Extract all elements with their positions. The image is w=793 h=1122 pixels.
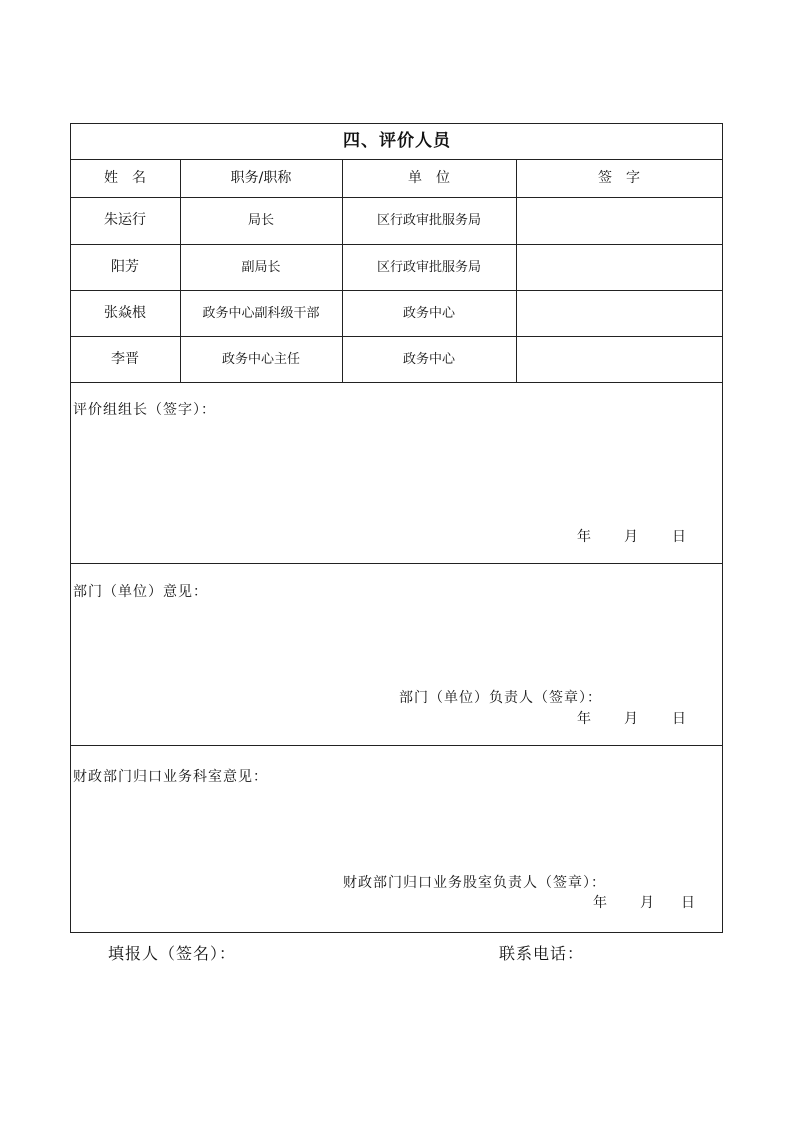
member-position: 政务中心副科级干部 [202,306,320,321]
divider [70,563,723,564]
date-month: 月 [640,895,654,911]
divider [70,197,723,198]
member-position: 政务中心主任 [221,352,301,367]
divider [70,745,723,746]
contact-phone-label: 联系电话： [499,944,585,963]
date-month: 月 [624,529,638,545]
filler-signature-label: 填报人（签名）： [108,944,237,963]
member-unit: 政务中心 [402,306,456,321]
member-unit: 政务中心 [402,352,456,367]
header-position: 职务/职称 [230,170,292,186]
finance-head-signature-label: 财政部门归口业务股室负责人（签章）： [343,875,606,891]
header-signature: 签 字 [598,170,640,186]
member-position: 局长 [247,213,275,228]
column-divider [180,159,181,382]
header-name: 姓 名 [104,170,146,186]
member-name: 朱运行 [104,212,146,228]
date-year: 年 [577,529,591,545]
member-name: 李晋 [111,351,139,367]
column-divider [516,159,517,382]
column-divider [342,159,343,382]
member-name: 张焱根 [104,305,146,321]
date-year: 年 [593,895,607,911]
leader-signature-label: 评价组组长（签字）： [73,402,216,418]
member-position: 副局长 [241,260,281,275]
divider [70,382,723,383]
date-day: 日 [672,529,686,545]
divider [70,336,723,337]
date-day: 日 [672,711,686,727]
department-opinion-label: 部门（单位）意见： [73,584,208,600]
divider [70,244,723,245]
header-unit: 单 位 [408,170,450,186]
section-title: 四、评价人员 [343,131,451,151]
date-day: 日 [681,895,695,911]
divider [70,159,723,160]
finance-office-opinion-label: 财政部门归口业务科室意见： [73,769,268,785]
date-month: 月 [624,711,638,727]
member-unit: 区行政审批服务局 [376,213,482,228]
member-unit: 区行政审批服务局 [376,260,482,275]
date-year: 年 [577,711,591,727]
department-head-signature-label: 部门（单位）负责人（签章）： [399,690,602,706]
member-name: 阳芳 [111,259,139,275]
divider [70,290,723,291]
